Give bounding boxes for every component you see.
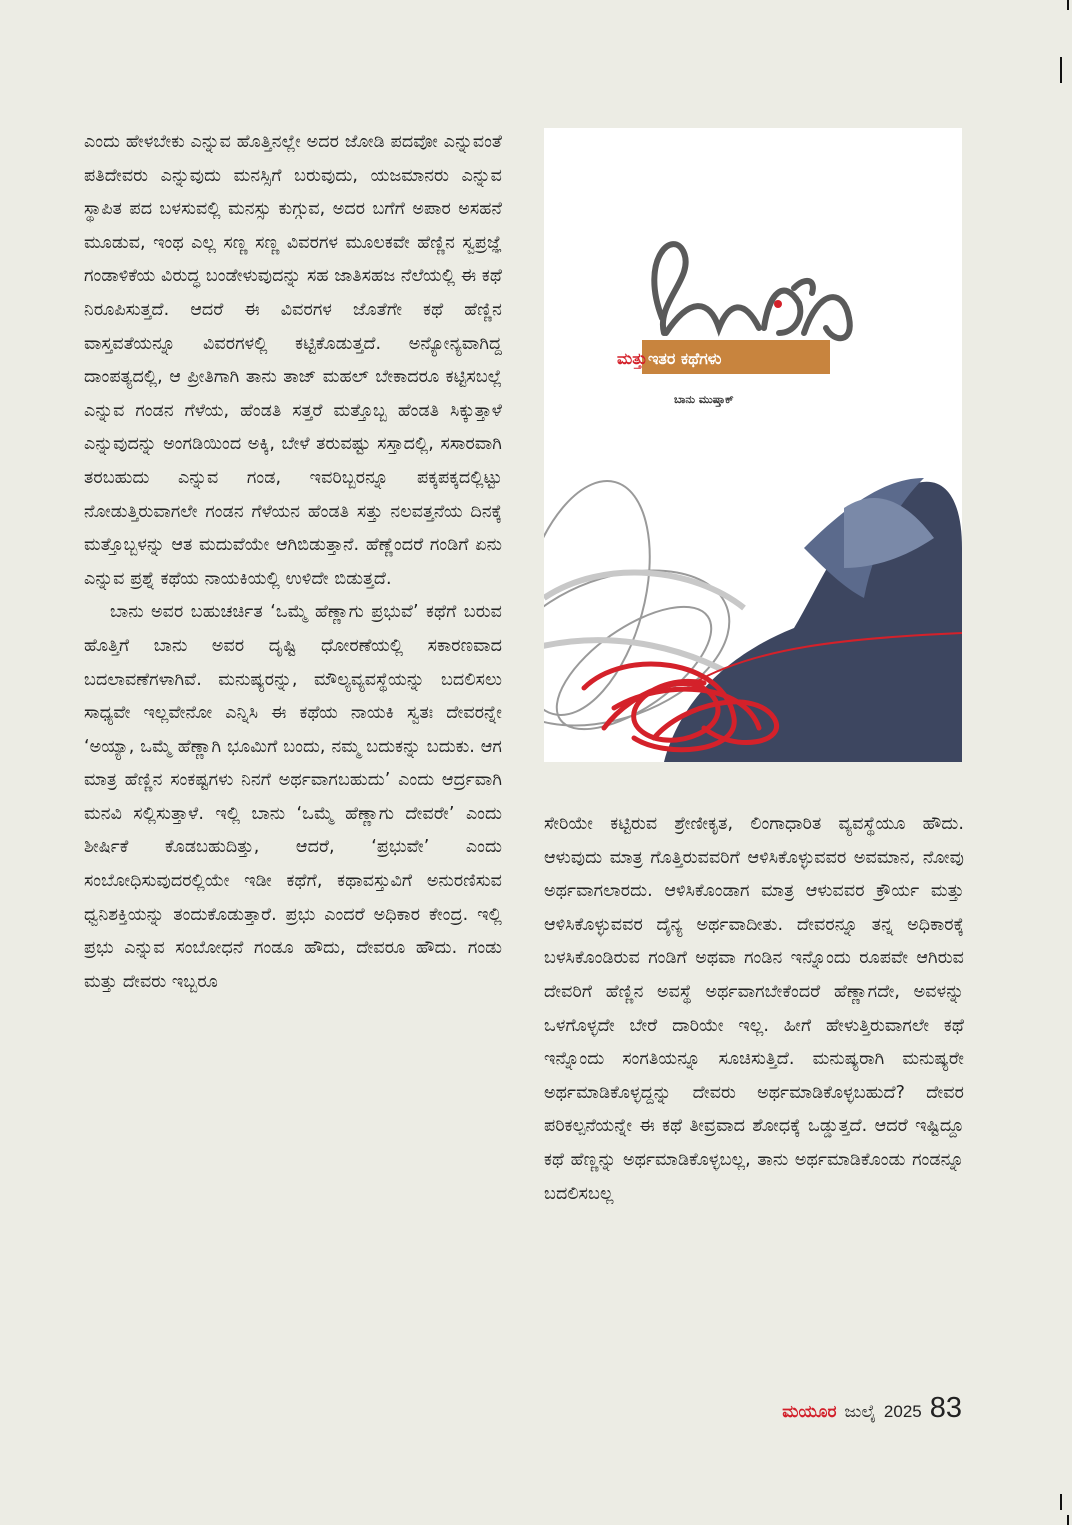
crop-mark xyxy=(1067,1515,1069,1525)
issue-month: ಜುಲೈ xyxy=(844,1402,876,1422)
left-column xyxy=(84,126,502,999)
paragraph: ಸೇರಿಯೇ ಕಟ್ಟಿರುವ ಶ್ರೇಣೀಕೃತ, ಲಿಂಗಾಧಾರಿತ ವ್ಯವಸ್ಥೆಯೂ ಹೌದು. ಆಳುವುದು ಮಾತ್ರ ಗೊತ್ತಿರುವವರಿಗೆ ಆಳಿಸಿಕೊಳ್ಳುವವರ ಅವಮಾನ, ನೋವು ಅರ್ಥವಾಗಲಾರದು. ಆಳಿಸಿಕೊಂಡಾಗ ಮಾತ್ರ ಆಳುವವರ ಕ್ರೌರ್ಯ ಮತ್ತು ಆಳಿಸಿಕೊಳ್ಳುವವರ ದೈನ್ಯ ಅರ್ಥವಾದೀತು. ದೇವರನ್ನೂ ತನ್ನ ಅಧಿಕಾರಕ್ಕೆ ಬಳಸಿಕೊಂಡಿರುವ ಗಂಡಿಗೆ ಅಥವಾ ಗಂಡಿನ ಇನ್ನೊಂದು ರೂಪವೇ ಆಗಿರುವ ದೇವರಿಗೆ ಹೆಣ್ಣಿನ ಅವಸ್ಥೆ ಅರ್ಥವಾಗಬೇಕೆಂದರೆ ಹೆಣ್ಣಾಗದೇ, ಅವಳನ್ನು ಒಳಗೊಳ್ಳದೇ ಬೇರೆ ದಾರಿಯೇ ಇಲ್ಲ. ಹೀಗೆ ಹೇಳುತ್ತಿರುವಾಗಲೇ ಕಥೆ ಇನ್ನೊಂದು ಸಂಗತಿಯನ್ನೂ ಸೂಚಿಸುತ್ತಿದೆ. ಮನುಷ್ಯರಾಗಿ ಮನುಷ್ಯರೇ ಅರ್ಥಮಾಡಿಕೊಳ್ಳದ್ದನ್ನು ದೇವರು ಅರ್ಥಮಾಡಿಕೊಳ್ಳಬಹುದೆ? ದೇವರ ಪರಿಕಲ್ಪನೆಯನ್ನೇ ಈ ಕಥೆ ತೀವ್ರವಾದ ಶೋಧಕ್ಕೆ ಒಡ್ಡುತ್ತದೆ. ಆದರೆ ಇಷ್ಟಿದ್ದೂ ಕಥೆ ಹೆಣ್ಣನ್ನು ಅರ್ಥಮಾಡಿಕೊಳ್ಳಬಲ್ಲ, ತಾನು ಅರ್ಥಮಾಡಿಕೊಂಡು ಗಂಡನ್ನೂ ಬದಲಿಸಬಲ್ಲ xyxy=(544,814,964,1204)
paragraph: ಬಾನು ಅವರ ಬಹುಚರ್ಚಿತ ‘ಒಮ್ಮೆ ಹೆಣ್ಣಾಗು ಪ್ರಭುವೆ’ ಕಥೆಗೆ ಬರುವ ಹೊತ್ತಿಗೆ ಬಾನು ಅವರ ದೃಷ್ಟಿ ಧೋರಣೆಯಲ್ಲಿ ಸಕಾರಣವಾದ ಬದಲಾವಣೆಗಳಾಗಿವೆ. ಮನುಷ್ಯರನ್ನು, ಮೌಲ್ಯವ್ಯವಸ್ಥೆಯನ್ನು ಬದಲಿಸಲು ಸಾಧ್ಯವೇ ಇಲ್ಲವೇನೋ ಎನ್ನಿಸಿ ಈ ಕಥೆಯ ನಾಯಕಿ ಸ್ವತಃ ದೇವರನ್ನೇ ‘ಅಯ್ಯಾ, ಒಮ್ಮೆ ಹೆಣ್ಣಾಗಿ ಭೂಮಿಗೆ ಬಂದು, ನಮ್ಮ ಬದುಕನ್ನು ಬದುಕು. ಆಗ ಮಾತ್ರ ಹೆಣ್ಣಿನ ಸಂಕಷ್ಟಗಳು ನಿನಗೆ ಅರ್ಥವಾಗಬಹುದು’ ಎಂದು ಆರ್ದ್ರವಾಗಿ ಮನವಿ ಸಲ್ಲಿಸುತ್ತಾಳೆ. ಇಲ್ಲಿ ಬಾನು ‘ಒಮ್ಮೆ ಹೆಣ್ಣಾಗು ದೇವರೇ’ ಎಂದು ಶೀರ್ಷಿಕೆ ಕೊಡಬಹುದಿತ್ತು, ಆದರೆ, ‘ಪ್ರಭುವೇ’ ಎಂದು ಸಂಬೋಧಿಸುವುದರಲ್ಲಿಯೇ ಇಡೀ ಕಥೆಗೆ, ಕಥಾವಸ್ತುವಿಗೆ ಅನುರಣಿಸುವ ಧ್ವನಿಶಕ್ತಿಯನ್ನು ತಂದುಕೊಡುತ್ತಾರೆ. ಪ್ರಭು ಎಂದರೆ ಅಧಿಕಾರ ಕೇಂದ್ರ. ಇಲ್ಲಿ ಪ್ರಭು ಎನ್ನುವ ಸಂಬೋಧನೆ ಗಂಡೂ ಹೌದು, ದೇವರೂ ಹೌದು. ಗಂಡು ಮತ್ತು ದೇವರು ಇಬ್ಬರೂ xyxy=(84,602,502,992)
crop-mark xyxy=(1067,0,1069,10)
crop-mark xyxy=(1060,1494,1062,1510)
book-cover-art xyxy=(544,128,962,762)
right-column xyxy=(544,808,964,1211)
cover-subtitle: ಇತರ ಕಥೆಗಳು xyxy=(648,349,722,368)
magazine-logo: ಮಯೂರ xyxy=(782,1402,837,1422)
issue-year: 2025 xyxy=(883,1402,922,1421)
page-number: 83 xyxy=(929,1392,962,1424)
page-footer xyxy=(782,1392,962,1425)
cover-subtitle-part: ಮತ್ತು xyxy=(617,349,648,368)
cover-author: ಬಾನು ಮುಷ್ತಾಕ್ xyxy=(674,393,734,406)
paragraph: ಎಂದು ಹೇಳಬೇಕು ಎನ್ನುವ ಹೊತ್ತಿನಲ್ಲೇ ಅದರ ಜೋಡಿ ಪದವೋ ಎನ್ನುವಂತೆ ಪತಿದೇವರು ಎನ್ನುವುದು ಮನಸ್ಸಿಗೆ ಬರುವುದು, ಯಜಮಾನರು ಎನ್ನುವ ಸ್ಥಾಪಿತ ಪದ ಬಳಸುವಲ್ಲಿ ಮನಸ್ಸು ಕುಗ್ಗುವ, ಅದರ ಬಗೆಗೆ ಅಪಾರ ಅಸಹನೆ ಮೂಡುವ, ಇಂಥ ಎಲ್ಲ ಸಣ್ಣ ಸಣ್ಣ ವಿವರಗಳ ಮೂಲಕವೇ ಹೆಣ್ಣಿನ ಸ್ವಪ್ರಜ್ಞೆ ಗಂಡಾಳಿಕೆಯ ವಿರುದ್ಧ ಬಂಡೇಳುವುದನ್ನು ಸಹ ಜಾತಿಸಹಜ ನೆಲೆಯಲ್ಲಿ ಈ ಕಥೆ ನಿರೂಪಿಸುತ್ತದೆ. ಆದರೆ ಈ ವಿವರಗಳ ಜೊತೆಗೇ ಕಥೆ ಹೆಣ್ಣಿನ ವಾಸ್ತವತೆಯನ್ನೂ ವಿವರಗಳಲ್ಲಿ ಕಟ್ಟಿಕೊಡುತ್ತದೆ. ಅನ್ಯೋನ್ಯವಾಗಿದ್ದ ದಾಂಪತ್ಯದಲ್ಲಿ, ಆ ಪ್ರೀತಿಗಾಗಿ ತಾನು ತಾಜ್ ಮಹಲ್ ಬೇಕಾದರೂ ಕಟ್ಟಿಸಬಲ್ಲೆ ಎನ್ನುವ ಗಂಡನ ಗೆಳೆಯ, ಹೆಂಡತಿ ಸತ್ತರೆ ಮತ್ತೊಬ್ಬ ಹೆಂಡತಿ ಸಿಕ್ಕುತ್ತಾಳೆ ಎನ್ನುವುದನ್ನು ಅಂಗಡಿಯಿಂದ ಅಕ್ಕಿ, ಬೇಳೆ ತರುವಷ್ಟು ಸಸ್ತಾದಲ್ಲಿ, ಸಸಾರವಾಗಿ ತರಬಹುದು ಎನ್ನುವ ಗಂಡ, ಇವರಿಬ್ಬರನ್ನೂ ಪಕ್ಕಪಕ್ಕದಲ್ಲಿಟ್ಟು ನೋಡುತ್ತಿರುವಾಗಲೇ ಗಂಡನ ಗೆಳೆಯನ ಹೆಂಡತಿ ಸತ್ತು ನಲವತ್ತನೆಯ ದಿನಕ್ಕೆ ಮತ್ತೊಬ್ಬಳನ್ನು ಆತ ಮದುವೆಯೇ ಆಗಿಬಿಡುತ್ತಾನೆ. ಹೆಣ್ಣೆಂದರೆ ಗಂಡಿಗೆ ಏನು ಎನ್ನುವ ಪ್ರಶ್ನೆ ಕಥೆಯ ನಾಯಕಿಯಲ್ಲಿ ಉಳಿದೇ ಬಿಡುತ್ತದೆ. xyxy=(84,132,502,589)
crop-mark xyxy=(1060,57,1062,83)
book-cover-image xyxy=(544,128,962,762)
